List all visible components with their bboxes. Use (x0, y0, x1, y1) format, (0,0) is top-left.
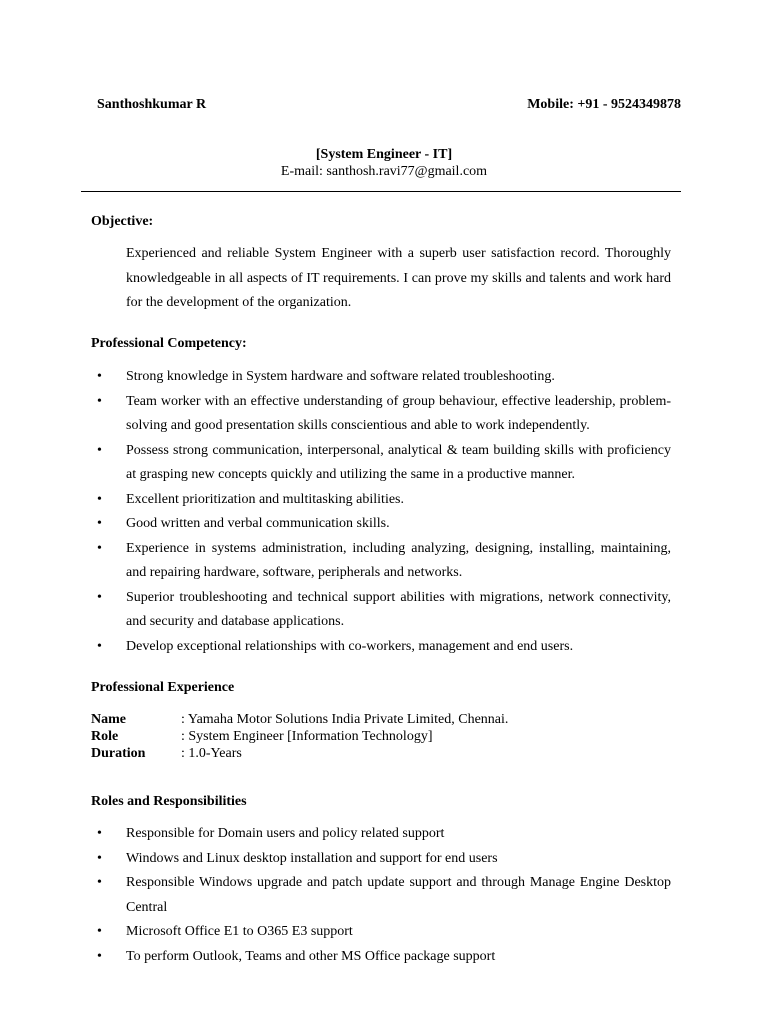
list-item: • Experience in systems administration, including analyzing, designing, installing, maintaining, and repairing hardware, software, peripherals and networks. (0, 537, 671, 586)
bullet-icon: • (97, 638, 102, 654)
job-title: [System Engineer - IT] (315, 147, 453, 162)
list-item: • Superior troubleshooting and technical support abilities with migrations, network connectivity, and security and database applications. (0, 586, 671, 635)
bullet-icon: • (97, 516, 102, 531)
experience-heading: Professional Experience (91, 680, 235, 695)
competency-heading: Professional Competency: (91, 336, 247, 351)
bullet-icon: • (97, 491, 102, 507)
list-item: • Strong knowledge in System hardware and software related troubleshooting. (0, 365, 671, 390)
bullet-icon: • (97, 875, 102, 890)
responsibilities-heading: Roles and Responsibilities (91, 794, 247, 809)
bullet-icon: • (97, 826, 102, 841)
responsibilities-list (0, 822, 768, 969)
bullet-icon: • (97, 540, 102, 556)
candidate-name: Santhoshkumar R (97, 97, 207, 112)
experience-row-duration (91, 745, 508, 762)
bullet-icon: • (97, 850, 102, 866)
list-item: • Good written and verbal communication skills. (0, 512, 671, 537)
bullet-icon: • (97, 589, 102, 605)
list-item: • Windows and Linux desktop installation and support for end users (0, 847, 671, 872)
field-value: : System Engineer [Information Technology] (181, 729, 433, 744)
objective-text: Experienced and reliable System Engineer with a superb user satisfaction record. Thoroughly knowledgeable in all aspects of IT requirements. I can prove my skills and talents and work hard for the development of the organization. (126, 246, 671, 310)
experience-details (91, 711, 508, 762)
field-value: : 1.0-Years (181, 746, 242, 761)
list-item: • Responsible for Domain users and policy related support (0, 822, 671, 847)
mobile-number: Mobile: +91 - 9524349878 (527, 97, 681, 112)
list-item: • Team worker with an effective understanding of group behaviour, effective leadership, problem-solving and good presentation skills conscientious and able to work independently. (0, 390, 671, 439)
competency-list (0, 365, 768, 659)
list-item: • Develop exceptional relationships with co-workers, management and end users. (0, 635, 671, 660)
list-item: • Responsible Windows upgrade and patch update support and through Manage Engine Desktop Central (0, 871, 671, 920)
field-label: Duration (91, 746, 146, 761)
bullet-icon: • (97, 393, 102, 409)
bullet-icon: • (97, 442, 102, 458)
header-divider (81, 191, 681, 192)
list-item: • Microsoft Office E1 to O365 E3 support (0, 920, 671, 945)
list-item: • To perform Outlook, Teams and other MS Office package support (0, 945, 671, 970)
field-label: Name (91, 712, 126, 727)
field-label: Role (91, 729, 119, 744)
objective-heading: Objective: (91, 214, 154, 229)
bullet-icon: • (97, 924, 102, 939)
bullet-icon: • (97, 948, 102, 964)
email-line: E-mail: santhosh.ravi77@gmail.com (280, 164, 488, 179)
experience-row-role (91, 728, 508, 745)
bullet-icon: • (97, 369, 102, 384)
list-item: • Possess strong communication, interpersonal, analytical & team building skills with proficiency at grasping new concepts quickly and utilizing the same in a productive manner. (0, 439, 671, 488)
field-value: : Yamaha Motor Solutions India Private Limited, Chennai. (181, 712, 509, 727)
experience-row-name (91, 711, 508, 728)
list-item: • Excellent prioritization and multitasking abilities. (0, 488, 671, 513)
